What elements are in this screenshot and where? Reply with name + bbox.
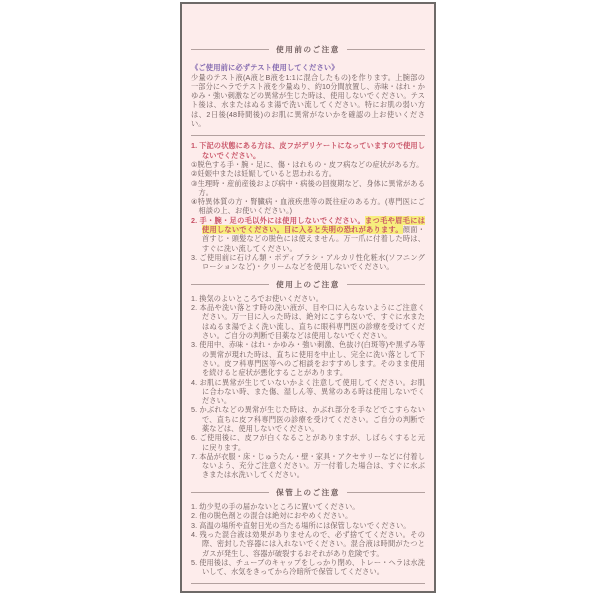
storage-note-item: 3. 高温の場所や直射日光の当たる場所には保管しないでください。 xyxy=(191,520,411,530)
warning-number: 1. xyxy=(191,141,198,151)
condition-item: ①脱色する手・腕・足に、傷・はれもの・皮フ病などの症状がある方。 xyxy=(191,159,424,169)
usage-note-item: 5. かぶれなどの異常が生じた時は、かぶれ部分を手などでこすらないで、直ちに皮フ科専門医の診療を受けてください。ご自分の判断で薬などは、使用しないでください。 xyxy=(191,405,425,433)
condition-item: ③生理時・産前産後および病中・病後の回復期など、身体に異常がある方。 xyxy=(191,178,425,197)
before-use-warning-2 xyxy=(191,216,425,253)
header-rule-right xyxy=(347,284,425,285)
section-header-before-use xyxy=(191,45,425,54)
section-title-storage: 保管上のご注意 xyxy=(276,487,340,497)
precautions-label-panel xyxy=(180,2,436,593)
usage-note-item: 1. 換気のよいところでお使いください。 xyxy=(191,293,324,303)
section-title-during-use: 使用上のご注意 xyxy=(276,279,340,289)
usage-note-item: 7. 本品が衣服・床・じゅうたん・壁・家具・アクセサリーなどに付着しないよう、充分ご注意ください。万一付着した場合は、すぐに水ぶきまたは水洗いしてください。 xyxy=(191,451,425,480)
header-rule-right xyxy=(347,49,425,50)
condition-item: ④特異体質の方・腎臓病・血液疾患等の既往症のある方。(専門医にご相談の上、お使いください。) xyxy=(191,197,425,216)
before-use-warning-3 xyxy=(191,253,425,272)
warning-text: 下記の状態にある方は、皮フがデリケートになっていますので使用しないでください。 xyxy=(199,141,425,160)
test-use-title: 《ご使用前に必ずテスト使用してください》 xyxy=(191,63,339,73)
header-rule-left xyxy=(191,492,269,493)
before-use-warning-1 xyxy=(191,141,425,160)
section-header-during-use xyxy=(191,280,425,289)
usage-note-item: 2. 本品や洗い落とす時の洗い液が、目や口に入らないようにご注意ください。万一目に入った時は、絶対にこすらないで、すぐに水またはぬるま湯でよく洗い流し、直ちに眼科専門医の診療を受けてください。ご自分の判断で目薬などは使用しないでください。 xyxy=(191,303,425,341)
section-divider xyxy=(191,135,425,136)
warning-text-highlighted: まつ毛や眉毛には使用しないでください。目に入ると失明の恐れがあります。 xyxy=(202,215,426,235)
section-header-storage xyxy=(191,488,425,497)
storage-note-item: 5. 使用後は、チューブのキャップをしっかり閉め、トレー・ヘラは水洗いして、水気をきってから冷暗所で保管してください。 xyxy=(191,557,425,577)
warning-text: ご使用前に石けん類・ボディブラシ・アルカリ性化粧水(ソフニングローションなど)・クリームなどを使用しないでください。 xyxy=(199,252,425,272)
usage-note-item: 3. 使用中、赤味・はれ・かゆみ・強い刺激、色抜け(白斑等)や黒ずみ等の異常が現れた時は、直ちに使用を中止し、完全に洗い落として下さい。皮フ科専門医等へのご相談をおすすめします。そのまま使用を続けると症状が悪化することがあります。 xyxy=(191,340,425,378)
warning-text-red: 手・腕・足の毛以外には使用しないでください。 xyxy=(199,215,366,225)
storage-note-item: 1. 幼少児の手の届かないところに置いてください。 xyxy=(191,502,360,512)
test-use-body: 少量のテスト液(A液とB液を1:1に混合したもの)を作ります。上腕部の一部分にヘラでテスト液を少量ぬり、約10分間放置し、赤味・はれ・かゆみ・強い刺激などの異常が生じた時は、使用しないでください。テスト後は、水またはぬるま湯で洗い流してください。特にお肌の弱い方は、2日後(48時間後)のお肌に異常がないかを確認の上お使いください。 xyxy=(191,72,425,129)
usage-note-item: 6. ご使用後に、皮フが白くなることがありますが、しばらくすると元に戻ります。 xyxy=(191,433,425,452)
usage-note-item: 4. お肌に異常が生じていないかよく注意して使用してください。お肌に合わない時、また傷、湿しん等、異常のある時は使用しないでください。 xyxy=(191,377,425,406)
header-rule-left xyxy=(191,284,269,285)
header-rule-right xyxy=(347,492,425,493)
storage-note-item: 4. 残った混合液は効果がありませんので、必ず捨ててください。その際、密封した容器には入れないでください。混合液は時間がたつとガスが発生し、容器が破裂するおそれがあり危険です。 xyxy=(191,529,425,558)
storage-note-item: 2. 他の脱色剤との混合は絶対におやめください。 xyxy=(191,511,353,521)
section-title-before-use: 使用前のご注意 xyxy=(276,45,340,54)
warning-text-plain: 顔面・首すじ・頭髪などの脱色には使えません。万一爪に付着した時は、すぐに洗い流してください。 xyxy=(202,225,425,253)
condition-item: ②妊娠中または妊娠していると思われる方。 xyxy=(191,169,337,179)
warning-number: 3. xyxy=(191,252,198,262)
header-rule-left xyxy=(191,49,269,50)
bottom-divider xyxy=(191,583,425,584)
warning-number: 2. xyxy=(191,215,198,225)
